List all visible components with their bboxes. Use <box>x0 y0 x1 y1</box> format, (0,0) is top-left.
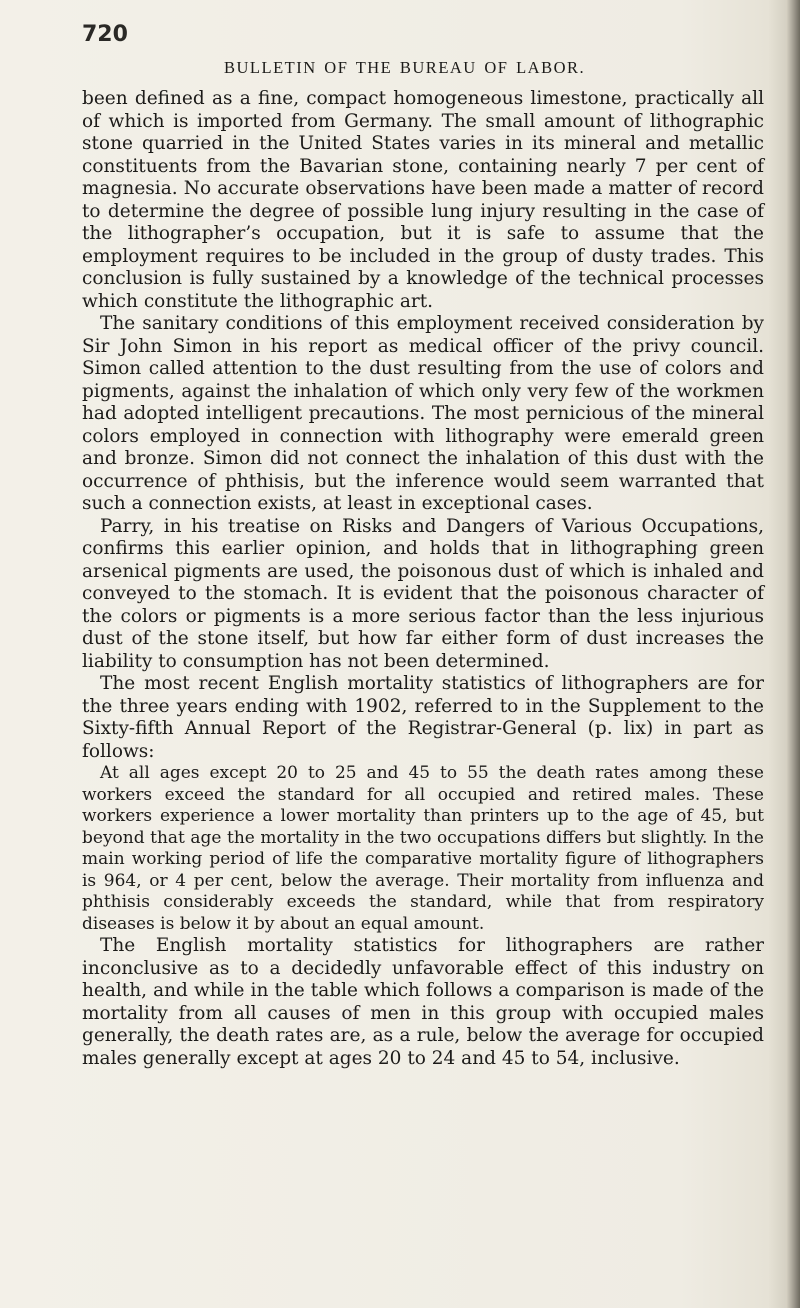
paragraph-continued: been defined as a fine, compact homogeneous limestone, practically all of which is imported from Germany. The small amount of lithographic stone quarried in the United States varies in its mineral and metallic constituents from the Bavarian stone, containing nearly 7 per cent of magnesia. No accurate observations have been made a matter of record to determine the degree of possible lung injury resulting in the case of the lithographer’s occupation, but it is safe to assume that the employment requires to be included in the group of dusty trades. This conclusion is fully sustained by a knowledge of the technical processes which constitute the lithographic art. <box>82 88 764 312</box>
block-quote-registrar-general: At all ages except 20 to 25 and 45 to 55 the death rates among these workers exceed the standard for all occupied and retired males. These workers experience a lower mortality than printers up to the age of 45, but beyond that age the mortality in the two occupations differs but slightly. In the main working period of life the comparative mortality figure of lithographers is 964, or 4 per cent, below the average. Their mortality from influenza and phthisis considerably exceeds the standard, while that from respiratory diseases is below it by about an equal amount. <box>82 763 764 934</box>
page-number: 720 <box>82 22 128 47</box>
body-text <box>82 88 764 1070</box>
page-header <box>82 22 772 77</box>
paragraph-closing: The English mortality statistics for lithographers are rather inconclusive as to a decidedly unfavorable effect of this industry on health, and while in the table which follows a comparison is made of the mortality from all causes of men in this group with occupied males generally, the death rates are, as a rule, below the average for occupied males generally except at ages 20 to 24 and 45 to 54, inclusive. <box>82 935 764 1069</box>
running-head: BULLETIN OF THE BUREAU OF LABOR. <box>224 58 586 77</box>
paragraph-parry: Parry, in his treatise on Risks and Dangers of Various Occupations, confirms this earlier opinion, and holds that in lithographing green arsenical pigments are used, the poisonous dust of which is inhaled and conveyed to the stomach. It is evident that the poisonous character of the colors or pigments is a more serious factor than the less injurious dust of the stone itself, but how far either form of dust increases the liability to consumption has not been determined. <box>82 515 764 672</box>
page-binding-edge <box>786 0 800 1308</box>
paragraph-sanitary-conditions: The sanitary conditions of this employment received consideration by Sir John Simon in his report as medical officer of the privy council. Simon called attention to the dust resulting from the use of colors and pigments, against the inhalation of which only very few of the workmen had adopted intelligent precautions. The most pernicious of the mineral colors employed in connection with lithography were emerald green and bronze. Simon did not connect the inhalation of this dust with the occurrence of phthisis, but the inference would seem warranted that such a connection exists, at least in exceptional cases. <box>82 313 764 514</box>
paragraph-english-statistics: The most recent English mortality statistics of lithographers are for the three years ending with 1902, referred to in the Supplement to the Sixty-fifth Annual Report of the Registrar-General (p. lix) in part as follows: <box>82 673 764 762</box>
